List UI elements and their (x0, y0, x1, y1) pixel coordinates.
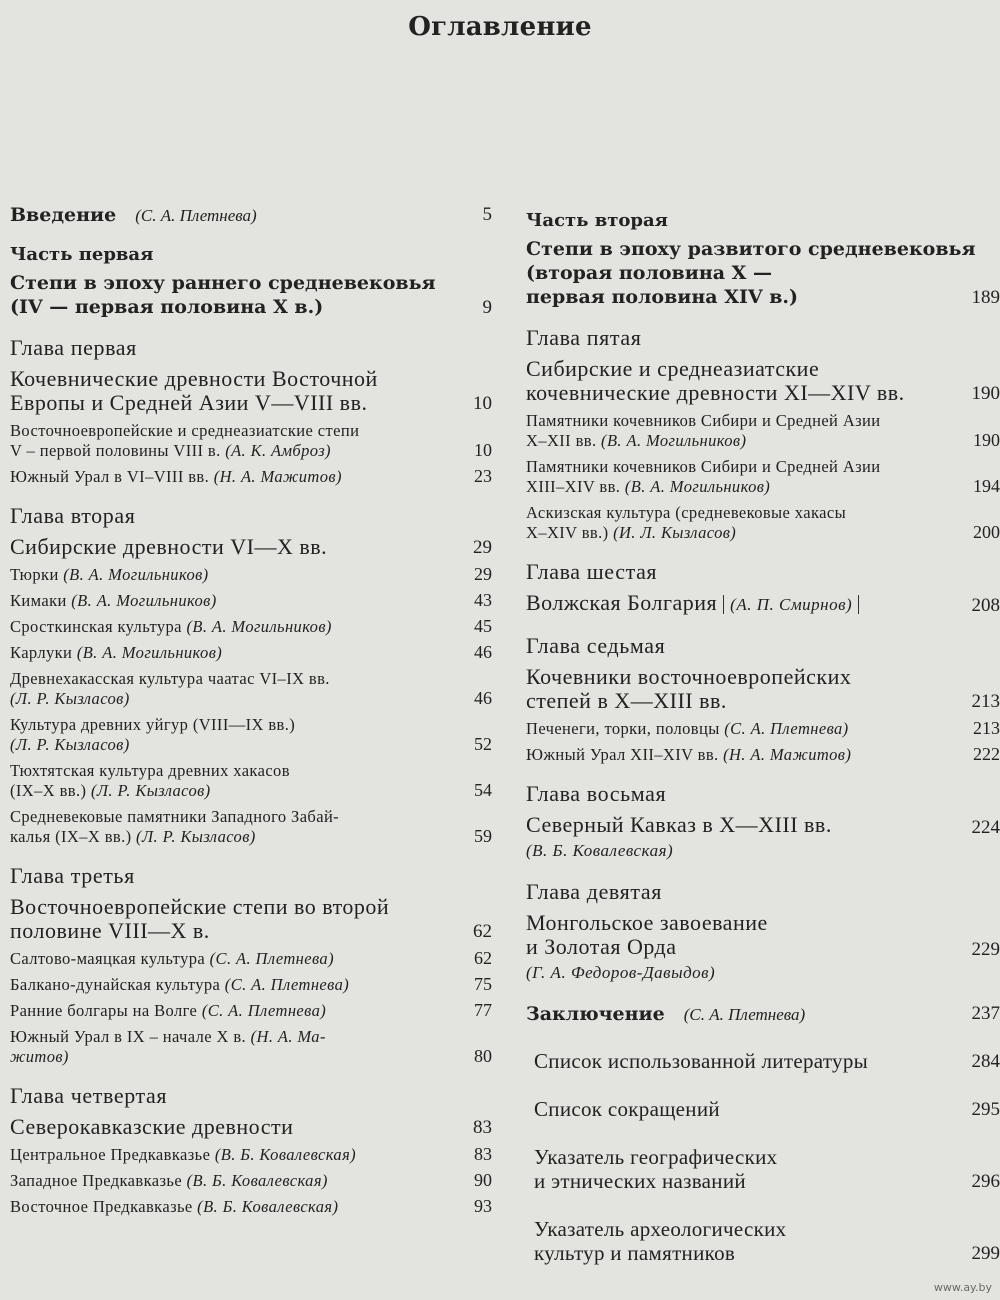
page-number: 200 (973, 522, 1000, 542)
right-column (526, 210, 1000, 1265)
page-number: 213 (973, 718, 1000, 738)
entry-line (10, 715, 500, 735)
entry-line (526, 431, 1000, 451)
entry-author: (И. Л. Кызласов) (613, 523, 737, 542)
entry-text (10, 1001, 500, 1021)
toc-entry (526, 911, 1000, 985)
toc-entry (526, 665, 1000, 713)
page-number: 54 (474, 780, 492, 800)
entry-text (10, 367, 500, 415)
entry-line-text: Указатель археологических (534, 1217, 787, 1241)
entry-line (526, 745, 1000, 765)
entry-text (526, 781, 1000, 807)
toc-entry (10, 715, 500, 755)
entry-author: (В. Б. Ковалевская) (214, 1145, 357, 1164)
entry-line-text: степей в X—XIII вв. (526, 688, 727, 713)
toc-entry (10, 421, 500, 461)
entry-author: (В. А. Могильников) (186, 617, 332, 636)
entry-title: Глава первая (10, 335, 137, 360)
entry-text (10, 565, 500, 585)
entry-line (526, 523, 1000, 543)
entry-author: (В. А. Могильников) (71, 591, 217, 610)
entry-line (526, 959, 1000, 985)
left-column (10, 204, 500, 1217)
toc-entry (526, 1049, 1000, 1073)
toc-entry (10, 1171, 500, 1191)
page-number: 46 (474, 642, 492, 662)
entry-text (526, 559, 1000, 585)
entry-line (10, 367, 500, 391)
entry-author: (С. А. Плетнева) (224, 975, 350, 994)
entry-line (10, 295, 500, 319)
entry-line-text: V – первой половины VIII в. (10, 441, 221, 460)
entry-line (534, 1145, 1000, 1169)
entry-text (10, 807, 500, 847)
entry-line (10, 271, 500, 295)
toc-entry (10, 1083, 500, 1109)
entry-text (526, 325, 1000, 351)
entry-title: Часть вторая (526, 210, 668, 231)
page-number: 62 (474, 948, 492, 968)
toc-entry (10, 1115, 500, 1139)
entry-line (526, 503, 1000, 523)
entry-author: (С. А. Плетнева) (135, 206, 257, 225)
entry-line (10, 1145, 500, 1165)
entry-text (10, 1083, 500, 1109)
entry-line-text: Аскизская культура (средневековые хакасы (526, 503, 847, 522)
entry-text (10, 503, 500, 529)
entry-text (10, 617, 500, 637)
entry-line (10, 535, 500, 559)
entry-author: (Л. Р. Кызласов) (90, 781, 211, 800)
entry-line-text: Северокавказские древности (10, 1114, 294, 1139)
entry-line-text: Волжская Болгария (526, 590, 718, 615)
entry-line-text: Монгольское завоевание (526, 910, 768, 935)
entry-line-text: Ранние болгары на Волге (10, 1001, 198, 1020)
entry-text (526, 457, 1000, 497)
entry-line (10, 919, 500, 943)
page-number: 90 (474, 1170, 492, 1190)
page-number: 229 (971, 939, 1000, 960)
toc-entry (526, 210, 1000, 231)
entry-line-text: Северный Кавказ в X—XIII вв. (526, 812, 832, 837)
toc-entry (526, 237, 1000, 309)
entry-line-text: (вторая половина X — (526, 262, 773, 284)
entry-line (10, 591, 500, 611)
entry-line (526, 411, 1000, 431)
entry-line (534, 1217, 1000, 1241)
page-number: 284 (971, 1051, 1000, 1072)
entry-line-text: Древнехакасская культура чаатас VI–IX вв. (10, 669, 330, 688)
entry-line-text: X–XII вв. (526, 431, 597, 450)
page-number: 190 (971, 383, 1000, 404)
entry-text (526, 633, 1000, 659)
entry-text (10, 271, 500, 319)
page-number: 189 (971, 287, 1000, 308)
entry-line (10, 617, 500, 637)
entry-text (526, 210, 1000, 231)
entry-author: (Л. Р. Кызласов) (10, 735, 130, 754)
entry-title: Глава девятая (526, 879, 662, 904)
entry-author: (В. А. Могильников) (76, 643, 223, 662)
entry-line (10, 781, 500, 801)
entry-text (526, 745, 1000, 765)
entry-line (10, 975, 500, 995)
entry-line-text: Культура древних уйгур (VIII—IX вв.) (10, 715, 296, 734)
page-number: 23 (474, 466, 492, 486)
entry-author: (В. Б. Ковалевская) (526, 841, 674, 860)
toc-entry (526, 879, 1000, 905)
entry-line-text: Кочевнические древности Восточной (10, 366, 378, 391)
entry-line (10, 669, 500, 689)
toc-entry (526, 1097, 1000, 1121)
entry-line (526, 261, 1000, 285)
entry-line-text: и Золотая Орда (526, 934, 677, 959)
entry-line-text: калья (IX–X вв.) (10, 827, 132, 846)
entry-line-text: Южный Урал XII–XIV вв. (526, 745, 719, 764)
toc-entry (526, 813, 1000, 863)
entry-line (10, 735, 500, 755)
entry-line (526, 357, 1000, 381)
page-number: 299 (971, 1243, 1000, 1264)
entry-line (10, 895, 500, 919)
toc-entry (10, 535, 500, 559)
toc-entry (526, 411, 1000, 451)
entry-author: (Н. А. Мажитов) (723, 745, 852, 764)
entry-line-text: половине VIII—X в. (10, 918, 210, 943)
page-number: 77 (474, 1000, 492, 1020)
entry-author: (С. А. Плетнева) (724, 719, 849, 738)
toc-entry (526, 591, 1000, 617)
page-number: 83 (473, 1117, 492, 1138)
entry-line-text: XIII–XIV вв. (526, 477, 621, 496)
entry-line-text: кочевнические древности XI—XIV вв. (526, 380, 905, 405)
entry-text (526, 591, 1000, 617)
entry-line-text: (IV — первая половина X в.) (10, 296, 324, 318)
entry-title: Глава шестая (526, 559, 658, 584)
page-number: 5 (482, 204, 492, 225)
toc-entry (526, 357, 1000, 405)
entry-line (534, 1097, 1000, 1121)
entry-text (534, 1217, 1000, 1265)
entry-line (10, 391, 500, 415)
toc-entry (10, 367, 500, 415)
entry-line-text: первая половина XIV в.) (526, 286, 799, 308)
toc-entry (10, 761, 500, 801)
page-number: 29 (474, 564, 492, 584)
entry-text (526, 1003, 1000, 1025)
entry-author: (В. А. Могильников) (624, 477, 771, 496)
entry-author: (Н. А. Ма- (250, 1027, 326, 1046)
page-number: 75 (474, 974, 492, 994)
entry-text (10, 535, 500, 559)
entry-line-text: Восточноевропейские и среднеазиатские степи (10, 421, 360, 440)
entry-line-text: и этнических названий (534, 1169, 746, 1193)
entry-author: (Г. А. Федоров-Давыдов) (526, 963, 716, 982)
entry-line (10, 689, 500, 709)
entry-text (534, 1049, 1000, 1073)
entry-text (526, 503, 1000, 543)
entry-title: Глава седьмая (526, 633, 666, 658)
page-number: 29 (473, 537, 492, 558)
entry-title: Глава третья (10, 863, 135, 888)
entry-title: Заключение (526, 1003, 665, 1025)
entry-line (10, 643, 500, 663)
page-number: 83 (474, 1144, 492, 1164)
page-number: 45 (474, 616, 492, 636)
entry-line-text: Сибирские древности VI—X вв. (10, 534, 328, 559)
entry-author: (А. К. Амброз) (225, 441, 331, 460)
watermark: www.ay.by (933, 1281, 992, 1294)
entry-line (526, 689, 1000, 713)
entry-line (526, 665, 1000, 689)
entry-line (10, 1027, 500, 1047)
entry-line (10, 827, 500, 847)
entry-text (526, 357, 1000, 405)
entry-line-text: Европы и Средней Азии V—VIII вв. (10, 390, 368, 415)
entry-text (10, 1145, 500, 1165)
toc-entry (10, 335, 500, 361)
entry-text (10, 975, 500, 995)
entry-line (10, 421, 500, 441)
entry-line-text: Степи в эпоху развитого средневековья (526, 238, 976, 260)
entry-line-text: Тюрки (10, 565, 59, 584)
toc-entry (10, 467, 500, 487)
page-number: 93 (474, 1196, 492, 1216)
entry-line-text: Южный Урал в VI–VIII вв. (10, 467, 210, 486)
entry-line (10, 467, 500, 487)
entry-line (10, 807, 500, 827)
entry-text (526, 719, 1000, 739)
entry-text (10, 715, 500, 755)
entry-line-text: Салтово-маяцкая культура (10, 949, 206, 968)
entry-author: (Н. А. Мажитов) (213, 467, 342, 486)
entry-line-text: Список использованной литературы (534, 1049, 869, 1073)
entry-line (526, 477, 1000, 497)
entry-author: (В. А. Могильников) (63, 565, 209, 584)
entry-author: (Л. Р. Кызласов) (136, 827, 256, 846)
entry-text (10, 335, 500, 361)
page-number: 62 (473, 921, 492, 942)
toc-entry (526, 559, 1000, 585)
entry-line (10, 1197, 500, 1217)
entry-line-text: культур и памятников (534, 1241, 736, 1265)
page-number: 80 (474, 1046, 492, 1066)
page-number: 213 (971, 691, 1000, 712)
toc-entry (10, 643, 500, 663)
entry-text (10, 863, 500, 889)
entry-line-text: (IX–X вв.) (10, 781, 87, 800)
page-number: 222 (973, 744, 1000, 764)
entry-text (526, 813, 1000, 863)
entry-text (10, 643, 500, 663)
entry-line (526, 719, 1000, 739)
page-number: 190 (973, 430, 1000, 450)
entry-line-text: Тюхтятская культура древних хакасов (10, 761, 290, 780)
toc-entry (10, 949, 500, 969)
toc-entry (526, 633, 1000, 659)
entry-line (534, 1049, 1000, 1073)
entry-line (526, 591, 1000, 617)
entry-line-text: Памятники кочевников Сибири и Средней Азии (526, 457, 881, 476)
entry-text (10, 1171, 500, 1191)
entry-line (10, 1047, 500, 1067)
entry-text (10, 1027, 500, 1067)
toc-entry (10, 895, 500, 943)
entry-line-text: Сибирские и среднеазиатские (526, 356, 820, 381)
toc-entry (10, 1197, 500, 1217)
toc-entry (526, 1217, 1000, 1265)
entry-text (10, 1115, 500, 1139)
page-number: 208 (971, 595, 1000, 616)
entry-line-text: Балкано-дунайская культура (10, 975, 221, 994)
page-number: 224 (971, 817, 1000, 838)
toc-entry (526, 457, 1000, 497)
entry-text (526, 911, 1000, 985)
page-number: 43 (474, 590, 492, 610)
entry-line (10, 1001, 500, 1021)
toc-entry (526, 719, 1000, 739)
entry-author: (В. А. Могильников) (601, 431, 747, 450)
entry-title: Глава вторая (10, 503, 136, 528)
entry-line-text: Восточное Предкавказье (10, 1197, 193, 1216)
entry-line-text: X–XIV вв.) (526, 523, 609, 542)
entry-line-text: Список сокращений (534, 1097, 720, 1121)
entry-line-text: Карлуки (10, 643, 73, 662)
page-number: 46 (474, 688, 492, 708)
entry-line-text: Указатель географических (534, 1145, 778, 1169)
entry-line-text: Кочевники восточноевропейских (526, 664, 852, 689)
toc-entry (526, 325, 1000, 351)
toc-entry (526, 745, 1000, 765)
entry-author: (С. А. Плетнева) (201, 1001, 327, 1020)
toc-entry (10, 271, 500, 319)
entry-title: Глава четвертая (10, 1083, 168, 1108)
entry-line (10, 1115, 500, 1139)
toc-entry (10, 975, 500, 995)
entry-author: (А. П. Смирнов) (723, 595, 859, 614)
entry-line (526, 813, 1000, 837)
toc-entry (10, 565, 500, 585)
toc-entry (526, 1145, 1000, 1193)
entry-text (10, 421, 500, 461)
entry-text (10, 669, 500, 709)
entry-author: (С. А. Плетнева) (683, 1005, 806, 1024)
entry-text (526, 879, 1000, 905)
entry-line (526, 837, 1000, 863)
toc-entry (10, 1027, 500, 1067)
toc-entry (526, 503, 1000, 543)
entry-line (10, 565, 500, 585)
toc-entry (10, 617, 500, 637)
toc-entry (10, 863, 500, 889)
entry-line-text: Кимаки (10, 591, 67, 610)
page-number: 52 (474, 734, 492, 754)
page-number: 59 (474, 826, 492, 846)
entry-text (10, 761, 500, 801)
toc-entry (10, 1001, 500, 1021)
entry-line-text: Степи в эпоху раннего средневековья (10, 272, 436, 294)
entry-author: (С. А. Плетнева) (209, 949, 334, 968)
entry-text (534, 1097, 1000, 1121)
entry-line-text: Восточноевропейские степи во второй (10, 894, 390, 919)
entry-line (534, 1169, 1000, 1193)
entry-title: Часть первая (10, 244, 154, 265)
page-number: 9 (482, 297, 492, 318)
entry-text (10, 204, 500, 226)
entry-line-text: Южный Урал в IX – начале X в. (10, 1027, 247, 1046)
page-number: 10 (474, 440, 492, 460)
entry-line (526, 237, 1000, 261)
toc-entry (526, 781, 1000, 807)
entry-title: Глава восьмая (526, 781, 667, 806)
entry-line (534, 1241, 1000, 1265)
toc-entry (10, 503, 500, 529)
entry-line (10, 761, 500, 781)
toc-entry (10, 1145, 500, 1165)
entry-author: (Л. Р. Кызласов) (10, 689, 130, 708)
entry-text (10, 467, 500, 487)
entry-line-text: Средневековые памятники Западного Забай- (10, 807, 340, 826)
entry-line-text: Центральное Предкавказье (10, 1145, 211, 1164)
entry-line-text: Сросткинская культура (10, 617, 182, 636)
page-number: 237 (971, 1003, 1000, 1024)
entry-author: (В. Б. Ковалевская) (197, 1197, 339, 1216)
entry-text (10, 1197, 500, 1217)
page-number: 10 (473, 393, 492, 414)
entry-text (10, 895, 500, 943)
entry-title: Введение (10, 204, 117, 226)
page-number: 194 (973, 476, 1000, 496)
entry-text (10, 244, 500, 265)
page-number: 296 (971, 1171, 1000, 1192)
entry-line (10, 441, 500, 461)
entry-line (526, 285, 1000, 309)
page-number: 295 (971, 1099, 1000, 1120)
toc-entry (10, 669, 500, 709)
entry-text (534, 1145, 1000, 1193)
page-title: Оглавление (408, 12, 592, 42)
entry-line (526, 381, 1000, 405)
entry-line (526, 911, 1000, 935)
entry-author: житов) (10, 1047, 69, 1066)
toc-entry (10, 591, 500, 611)
entry-title: Глава пятая (526, 325, 642, 350)
toc-entry (10, 204, 500, 226)
toc-entry (526, 1003, 1000, 1025)
entry-line-text: Западное Предкавказье (10, 1171, 183, 1190)
entry-text (10, 949, 500, 969)
toc-entry (10, 244, 500, 265)
entry-text (526, 665, 1000, 713)
entry-line-text: Печенеги, торки, половцы (526, 719, 720, 738)
entry-line (526, 935, 1000, 959)
entry-line (10, 949, 500, 969)
entry-line (10, 1171, 500, 1191)
entry-text (526, 411, 1000, 451)
toc-entry (10, 807, 500, 847)
entry-line (526, 457, 1000, 477)
entry-line-text: Памятники кочевников Сибири и Средней Азии (526, 411, 881, 430)
entry-text (526, 237, 1000, 309)
entry-author: (В. Б. Ковалевская) (186, 1171, 328, 1190)
entry-text (10, 591, 500, 611)
